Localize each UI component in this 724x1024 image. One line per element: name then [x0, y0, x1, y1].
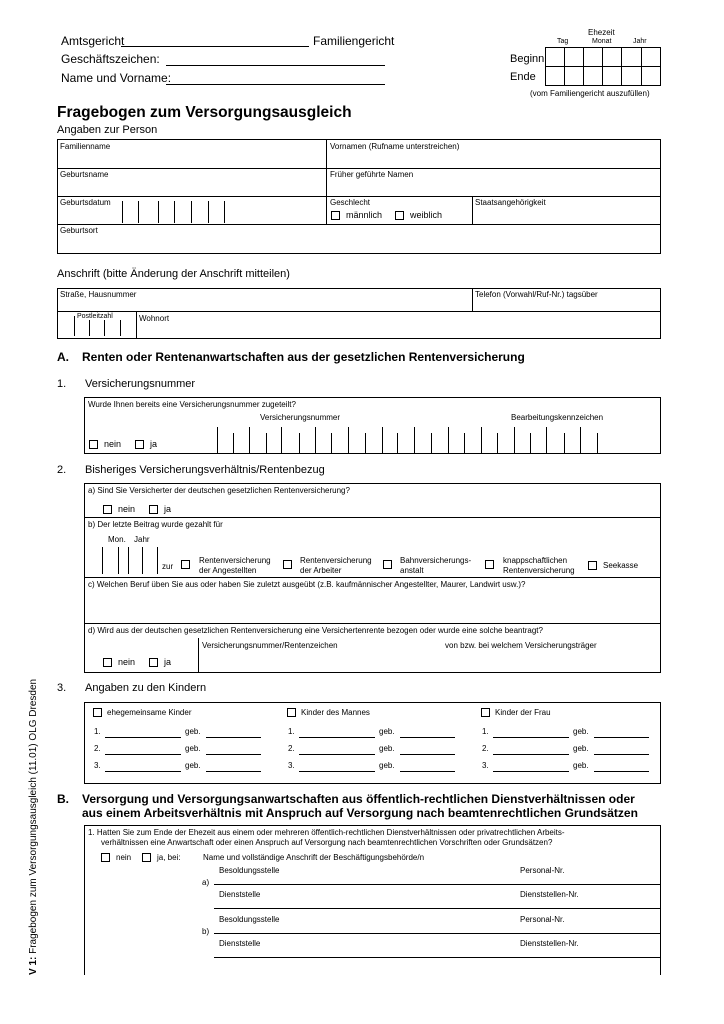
a2b-tick: [102, 547, 103, 574]
kid-row-number: 3.: [288, 761, 295, 770]
kid-birthdate-field[interactable]: [206, 754, 261, 755]
kinder-der-frau-checkbox[interactable]: [481, 708, 490, 717]
monat-label: Monat: [592, 38, 612, 45]
vnr-tick: [281, 427, 282, 453]
kid-row-number: 2.: [482, 744, 489, 753]
tag-label: Tag: [557, 38, 569, 45]
vnr-tick: [448, 427, 449, 453]
row-divider: [84, 623, 661, 624]
employer-a-dienststellen-nr-label: Dienststellen-Nr.: [520, 890, 579, 899]
kid-birthdate-field[interactable]: [594, 771, 649, 772]
a2a-question: a) Sind Sie Versicherter der deutschen gesetzlichen Rentenversicherung?: [88, 486, 350, 495]
a2d-question: d) Wird aus der deutschen gesetzlichen Rentenversicherung eine Versichertenrente bezogen oder wurde eine solche beantragt?: [88, 626, 543, 635]
section-a-heading: Renten oder Rentenanwartschaften aus der gesetzlichen Rentenversicherung: [82, 350, 525, 364]
kinder-des-mannes-label: Kinder des Mannes: [301, 708, 370, 717]
a2d-ja-checkbox[interactable]: [149, 658, 158, 667]
plz-tick: [74, 316, 75, 336]
a2-num: 2.: [57, 464, 67, 476]
date-tick: [122, 201, 123, 223]
a2b-opt2-line2: der Arbeiter: [300, 566, 342, 575]
section-a-letter: A.: [57, 350, 69, 364]
b1-ja-label: ja, bei:: [157, 853, 181, 862]
kid-row-number: 2.: [94, 744, 101, 753]
row-divider: [84, 577, 661, 578]
kid-row-number: 1.: [288, 727, 295, 736]
geschlecht-label: Geschlecht: [330, 198, 371, 207]
kid-geb-label: geb.: [573, 761, 589, 770]
date-tick: [224, 201, 225, 223]
maennlich-label: männlich: [346, 210, 383, 220]
vnr-tick: [365, 433, 366, 453]
employer-a-line[interactable]: [214, 908, 661, 909]
a1-vnr-label: Versicherungsnummer: [260, 413, 341, 422]
vnr-tick: [382, 427, 383, 453]
a2b-tick: [157, 547, 158, 574]
date-tick: [174, 201, 175, 223]
col-divider: [326, 139, 327, 224]
plz-tick: [89, 320, 90, 336]
plz-tick: [120, 320, 121, 336]
vnr-tick: [299, 433, 300, 453]
maennlich-checkbox[interactable]: [331, 211, 340, 220]
weiblich-label: weiblich: [410, 210, 443, 220]
employer-b-besoldungsstelle-label: Besoldungsstelle: [219, 915, 280, 924]
a2b-opt4-line2: Rentenversicherung: [503, 566, 575, 575]
a2b-opt2-line1: Rentenversicherung: [300, 556, 372, 565]
a1-ja-label: ja: [150, 439, 158, 449]
section-b-heading-1: Versorgung und Versorgungsanwartschaften aus öffentlich-rechtlichen Dienstverhältnissen oder: [82, 792, 635, 806]
ehezeit-cell-line: [641, 47, 642, 86]
familiengericht-note: (vom Familiengericht auszufüllen): [530, 89, 650, 98]
a2b-opt3-line1: Bahnversicherungs-: [400, 556, 472, 565]
b1-box: [84, 825, 661, 975]
vnr-tick: [414, 427, 415, 453]
a2b-tick: [142, 547, 143, 574]
a2d-nein-label: nein: [118, 657, 136, 667]
section-b-heading-2: aus einem Arbeitsverhältnis mit Anspruch auf Versorgung nach beamtenrechtlichen Grundsätzen: [82, 806, 638, 820]
vnr-tick: [217, 427, 218, 453]
kid-geb-label: geb.: [379, 727, 395, 736]
weiblich-checkbox[interactable]: [395, 211, 404, 220]
plz-tick: [104, 320, 105, 336]
vnr-tick: [481, 427, 482, 453]
a2b-opt1-label: [199, 556, 271, 576]
kid-geb-label: geb.: [573, 744, 589, 753]
a3-num: 3.: [57, 682, 67, 694]
date-tick: [208, 201, 209, 223]
kid-birthdate-field[interactable]: [594, 737, 649, 738]
a2b-question: b) Der letzte Beitrag wurde gezahlt für: [88, 520, 223, 529]
vnr-tick: [597, 433, 598, 453]
ehegemeinsame-kinder-checkbox[interactable]: [93, 708, 102, 717]
a1-question: Wurde Ihnen bereits eine Versicherungsnummer zugeteilt?: [88, 400, 296, 409]
row-divider: [57, 311, 661, 312]
b1-behoerde-label: Name und vollständige Anschrift der Beschäftigungsbehörde/n: [203, 853, 425, 862]
a2b-opt3-label: [400, 556, 471, 576]
ehezeit-cell-line: [564, 47, 565, 86]
employer-a-besoldungsstelle-label: Besoldungsstelle: [219, 866, 280, 875]
kid-birthdate-field[interactable]: [400, 754, 455, 755]
a2b-opt5-label: Seekasse: [603, 561, 639, 570]
kid-birthdate-field[interactable]: [206, 737, 261, 738]
frueher-label: Früher geführte Namen: [330, 170, 414, 179]
a2b-tick: [118, 547, 119, 574]
a2a-nein-label: nein: [118, 504, 136, 514]
telefon-label: Telefon (Vorwahl/Ruf-Nr.) tagsüber: [475, 290, 598, 299]
b1-nein-label: nein: [116, 853, 132, 862]
ehezeit-divider: [545, 66, 661, 67]
kid-geb-label: geb.: [185, 727, 201, 736]
col-divider: [136, 311, 137, 339]
form-code-text: Fragebogen zum Versorgungsausgleich (11.01) OLG Dresden: [28, 678, 39, 957]
a2b-opt3-line2: anstalt: [400, 566, 424, 575]
geschaeftszeichen-label: Geschäftszeichen:: [61, 52, 160, 66]
ehezeit-cell-line: [583, 47, 584, 86]
date-tick: [158, 201, 159, 223]
employer-a-dienststelle-label: Dienststelle: [219, 890, 261, 899]
a2b-opt1-line1: Rentenversicherung: [199, 556, 271, 565]
vnr-tick: [431, 433, 432, 453]
anschrift-heading: Anschrift (bitte Änderung der Anschrift mitteilen): [57, 268, 290, 280]
a1-bkz-label: Bearbeitungskennzeichen: [511, 413, 604, 422]
name-vorname-field[interactable]: [166, 84, 385, 85]
a1-title: Versicherungsnummer: [85, 378, 196, 390]
a1-ja-checkbox[interactable]: [135, 440, 144, 449]
a1-num: 1.: [57, 378, 67, 390]
vornamen-label: Vornamen (Rufname unterstreichen): [330, 142, 460, 151]
a3-title: Angaben zu den Kindern: [85, 682, 207, 694]
a2b-opt2-checkbox[interactable]: [283, 560, 292, 569]
kid-row-number: 1.: [482, 727, 489, 736]
a2b-opt4-checkbox[interactable]: [485, 560, 494, 569]
kid-name-field[interactable]: [105, 737, 181, 738]
jahr-label: Jahr: [633, 38, 647, 45]
section-b-letter: B.: [57, 792, 69, 806]
ehegemeinsame-kinder-label: ehegemeinsame Kinder: [107, 708, 192, 717]
a2a-nein-checkbox[interactable]: [103, 505, 112, 514]
form-code: V 1:: [28, 956, 39, 975]
kid-geb-label: geb.: [379, 744, 395, 753]
kid-name-field[interactable]: [493, 771, 569, 772]
vnr-tick: [530, 433, 531, 453]
a2b-jahr-label: Jahr: [134, 535, 150, 544]
a2d-vnr-label: Versicherungsnummer/Rentenzeichen: [202, 641, 338, 650]
geburtsort-label: Geburtsort: [60, 226, 98, 235]
employer-b-line[interactable]: [214, 933, 661, 934]
kid-name-field[interactable]: [299, 754, 375, 755]
a2b-opt1-checkbox[interactable]: [181, 560, 190, 569]
kid-name-field[interactable]: [299, 771, 375, 772]
employer-a-personal-nr-label: Personal-Nr.: [520, 866, 565, 875]
b1-question-line2: verhältnissen eine Anwartschaft oder einen Anspruch auf Versorgung nach beamtenrechtlichen Vorschriften oder Grundsätzen?: [101, 838, 553, 847]
vnr-tick: [348, 427, 349, 453]
date-tick: [191, 201, 192, 223]
kid-geb-label: geb.: [185, 761, 201, 770]
familienname-label: Familienname: [60, 142, 111, 151]
amtsgericht-field[interactable]: [121, 46, 309, 47]
kid-geb-label: geb.: [185, 744, 201, 753]
strasse-label: Straße, Hausnummer: [60, 290, 137, 299]
ehezeit-label: Ehezeit: [588, 28, 615, 37]
form-code-sidebar: [28, 679, 39, 975]
vnr-tick: [546, 427, 547, 453]
row-divider: [57, 196, 661, 197]
kid-name-field[interactable]: [105, 754, 181, 755]
row-divider: [57, 168, 661, 169]
kinder-des-mannes-checkbox[interactable]: [287, 708, 296, 717]
vnr-tick: [249, 427, 250, 453]
kid-row-number: 2.: [288, 744, 295, 753]
a2a-ja-label: ja: [164, 504, 172, 514]
kid-birthdate-field[interactable]: [400, 771, 455, 772]
employer-b-dienststelle-label: Dienststelle: [219, 939, 261, 948]
a2b-tick: [128, 547, 129, 574]
ehezeit-cell-line: [602, 47, 603, 86]
a2b-opt1-line2: der Angestellten: [199, 566, 257, 575]
kid-birthdate-field[interactable]: [594, 754, 649, 755]
a2a-ja-checkbox[interactable]: [149, 505, 158, 514]
person-heading: Angaben zur Person: [57, 124, 158, 136]
wohnort-label: Wohnort: [139, 314, 170, 323]
employer-a-line[interactable]: [214, 884, 661, 885]
a2b-zur-label: zur: [162, 562, 174, 571]
a1-nein-checkbox[interactable]: [89, 440, 98, 449]
a2c-question: c) Welchen Beruf üben Sie aus oder haben Sie zuletzt ausgeübt (z.B. kaufmännischer Angestellter, Maurer, Landwirt usw.)?: [88, 580, 526, 589]
kid-name-field[interactable]: [105, 771, 181, 772]
familiengericht-label: Familiengericht: [313, 34, 395, 48]
ende-label: Ende: [510, 71, 536, 83]
staat-label: Staatsangehörigkeit: [475, 198, 546, 207]
vnr-tick: [397, 433, 398, 453]
employer-a-marker: a): [202, 878, 210, 887]
name-vorname-label: Name und Vorname:: [61, 71, 172, 85]
employer-b-line[interactable]: [214, 957, 661, 958]
b1-nein-checkbox[interactable]: [101, 853, 110, 862]
beginn-label: Beginn: [510, 53, 545, 65]
geburtsname-label: Geburtsname: [60, 170, 109, 179]
a2b-opt3-checkbox[interactable]: [383, 560, 392, 569]
col-divider: [198, 638, 199, 673]
a2b-opt2-label: [300, 556, 372, 576]
a2d-nein-checkbox[interactable]: [103, 658, 112, 667]
vnr-tick: [580, 427, 581, 453]
a2d-traeger-label: von bzw. bei welchem Versicherungsträger: [445, 641, 597, 650]
kinder-der-frau-label: Kinder der Frau: [495, 708, 551, 717]
kid-birthdate-field[interactable]: [400, 737, 455, 738]
vnr-tick: [315, 427, 316, 453]
employer-b-marker: b): [202, 927, 210, 936]
employer-b-dienststellen-nr-label: Dienststellen-Nr.: [520, 939, 579, 948]
b1-ja-checkbox[interactable]: [142, 853, 151, 862]
a1-nein-label: nein: [104, 439, 122, 449]
a2d-ja-label: ja: [164, 657, 172, 667]
a2-title: Bisheriges Versicherungsverhältnis/Rentenbezug: [85, 464, 325, 476]
a2b-opt5-checkbox[interactable]: [588, 561, 597, 570]
vnr-tick: [331, 433, 332, 453]
kid-name-field[interactable]: [493, 754, 569, 755]
kid-row-number: 1.: [94, 727, 101, 736]
vnr-tick: [564, 433, 565, 453]
kid-name-field[interactable]: [299, 737, 375, 738]
amtsgericht-label: Amtsgericht: [61, 34, 125, 48]
geburtsdatum-label: Geburtsdatum: [60, 198, 111, 207]
a2b-opt4-label: [503, 556, 575, 576]
employer-b-personal-nr-label: Personal-Nr.: [520, 915, 565, 924]
b1-question-line1: 1. Hatten Sie zum Ende der Ehezeit aus einem oder mehreren öffentlich-rechtlichen Dienstverhältnissen oder privatrechtlichen Arbeits-: [88, 828, 565, 837]
date-tick: [138, 201, 139, 223]
vnr-tick: [514, 427, 515, 453]
vnr-tick: [497, 433, 498, 453]
kid-row-number: 3.: [482, 761, 489, 770]
kid-geb-label: geb.: [379, 761, 395, 770]
vnr-tick: [266, 433, 267, 453]
vnr-tick: [233, 433, 234, 453]
page-title: Fragebogen zum Versorgungsausgleich: [57, 104, 352, 121]
col-divider: [472, 288, 473, 311]
row-divider: [57, 224, 661, 225]
col-divider: [472, 196, 473, 224]
kid-geb-label: geb.: [573, 727, 589, 736]
kid-name-field[interactable]: [493, 737, 569, 738]
vnr-tick: [464, 433, 465, 453]
a2b-mon-label: Mon.: [108, 535, 126, 544]
kid-birthdate-field[interactable]: [206, 771, 261, 772]
plz-label: Postleitzahl: [77, 313, 113, 320]
a2b-opt4-line1: knappschaftlichen: [503, 556, 568, 565]
geschaeftszeichen-field[interactable]: [166, 65, 385, 66]
ehezeit-cell-line: [621, 47, 622, 86]
row-divider: [84, 517, 661, 518]
kid-row-number: 3.: [94, 761, 101, 770]
